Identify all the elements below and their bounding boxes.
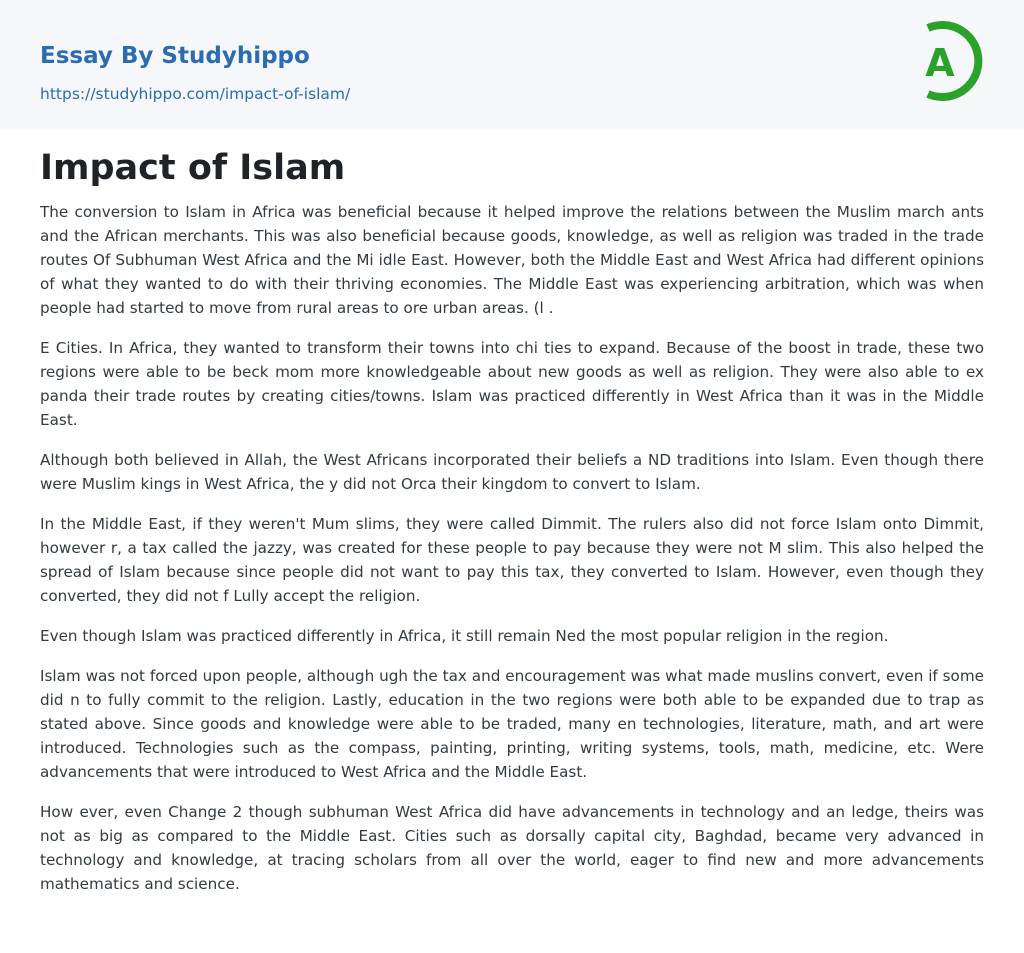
essay-paragraph: Islam was not forced upon people, although ugh the tax and encouragement was what made muslins convert, even if some did n to fully commit to the religion. Lastly, education in the two regions were both able to be expanded due to trap as stated above. Since goods and knowledge were able to be traded, many en technologies, literature, math, and art were introduced. Technologies such as the compass, painting, printing, writing systems, tools, math, medicine, etc. Were advancements that were introduced to West Africa and the Middle East. <box>40 667 984 781</box>
essay-title: Impact of Islam <box>40 148 346 188</box>
essay-url-link[interactable]: https://studyhippo.com/impact-of-islam/ <box>40 85 351 103</box>
essay-paragraph: In the Middle East, if they weren't Mum slims, they were called Dimmit. The rulers also did not force Islam onto Dimmit, however r, a tax called the jazzy, was created for these people to pay because they were not M slim. This also helped the spread of Islam because since people did not want to pay this tax, they converted to Islam. However, even though they converted, they did not f Lully accept the religion. <box>40 515 984 605</box>
essay-paragraph: How ever, even Change 2 though subhuman West Africa did have advancements in technology and an ledge, theirs was not as big as compared to the Middle East. Cities such as dorsally capital city, Baghdad, became very advanced in technology and knowledge, at tracing scholars from all over the world, eager to find new and more advancements mathematics and science. <box>40 803 984 893</box>
brand-title[interactable]: Essay By Studyhippo <box>40 43 310 69</box>
essay-paragraph: Even though Islam was practiced differently in Africa, it still remain Ned the most popular religion in the region. <box>40 627 889 645</box>
essay-paragraph: Although both believed in Allah, the West Africans incorporated their beliefs a ND traditions into Islam. Even though there were Muslim kings in West Africa, the y did not Orca their kingdom to convert to Islam. <box>40 451 984 493</box>
essay-paragraph: The conversion to Islam in Africa was beneficial because it helped improve the relations between the Muslim march ants and the African merchants. This was also beneficial because goods, knowledge, as well as religion was traded in the trade routes Of Subhuman West Africa and the Mi idle East. However, both the Middle East and West Africa had different opinions of what they wanted to do with their thriving economies. The Middle East was experiencing arbitration, which was when people had started to move from rural areas to ore urban areas. (l . <box>40 203 984 317</box>
studyhippo-logo[interactable] <box>910 18 988 106</box>
logo-icon <box>910 18 988 106</box>
logo-letter: A <box>925 41 955 85</box>
page-header <box>0 0 1024 129</box>
essay-paragraph: E Cities. In Africa, they wanted to transform their towns into chi ties to expand. Because of the boost in trade, these two regions were able to be beck mom more knowledgeable about new goods as well as religion. They were also able to ex panda their trade routes by creating cities/towns. Islam was practiced differently in West Africa than it was in the Middle East. <box>40 339 984 429</box>
essay-body <box>40 200 984 912</box>
